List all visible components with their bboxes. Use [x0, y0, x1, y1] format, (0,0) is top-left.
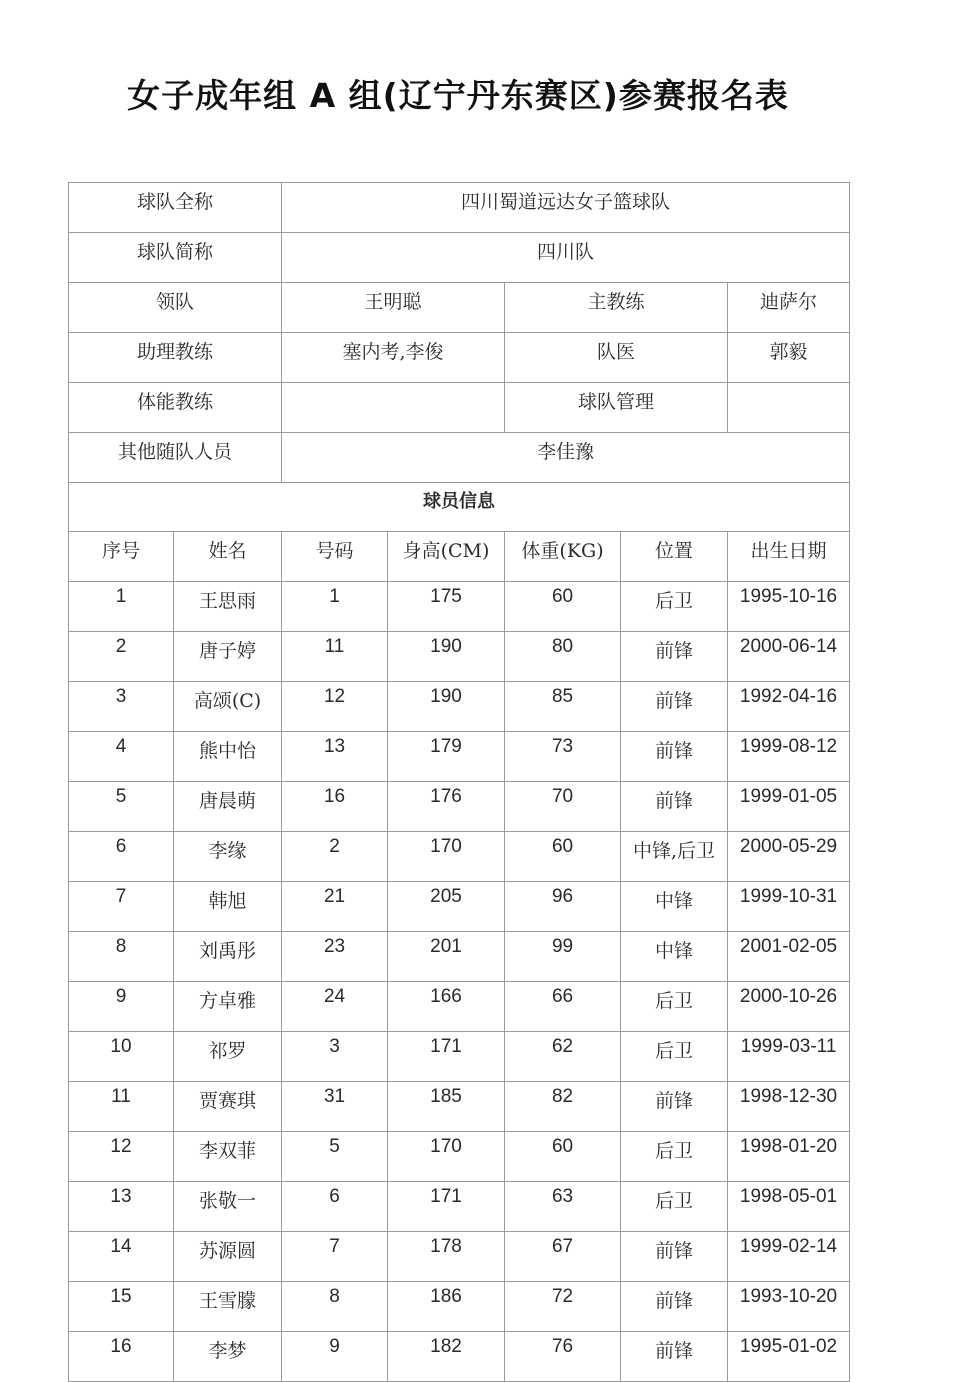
table-row: [69, 632, 850, 682]
player-position: 后卫: [621, 1182, 728, 1232]
table-row: [69, 882, 850, 932]
player-weight: 60: [505, 832, 621, 882]
player-height: 170: [388, 1132, 505, 1182]
player-birthdate: 2001-02-05: [728, 932, 850, 982]
team-short-name-label: 球队简称: [69, 233, 282, 283]
player-number: 1: [282, 582, 388, 632]
player-weight: 82: [505, 1082, 621, 1132]
team-full-name-value: 四川蜀道远达女子篮球队: [282, 183, 850, 233]
player-birthdate: 1999-10-31: [728, 882, 850, 932]
players-section-heading: 球员信息: [69, 483, 850, 532]
player-height: 170: [388, 832, 505, 882]
player-birthdate: 1999-02-14: [728, 1232, 850, 1282]
table-row: [69, 1332, 850, 1382]
player-height: 190: [388, 682, 505, 732]
column-header: 姓名: [174, 532, 282, 582]
registration-table: [68, 182, 850, 1382]
assistant-coach-row: [69, 333, 850, 383]
table-row: [69, 1182, 850, 1232]
player-weight: 72: [505, 1282, 621, 1332]
assistant-coach-value: 塞内考,李俊: [282, 333, 505, 383]
table-row: [69, 1282, 850, 1332]
other-staff-row: [69, 433, 850, 483]
table-row: [69, 932, 850, 982]
players-header-row: [69, 532, 850, 582]
player-name: 贾赛琪: [174, 1082, 282, 1132]
leader-label: 领队: [69, 283, 282, 333]
table-row: [69, 732, 850, 782]
player-index: 5: [69, 782, 174, 832]
player-name: 韩旭: [174, 882, 282, 932]
player-number: 6: [282, 1182, 388, 1232]
player-number: 5: [282, 1132, 388, 1182]
column-header: 位置: [621, 532, 728, 582]
table-row: [69, 782, 850, 832]
head-coach-label: 主教练: [505, 283, 728, 333]
leader-row: [69, 283, 850, 333]
player-name: 方卓雅: [174, 982, 282, 1032]
table-row: [69, 1232, 850, 1282]
player-name: 李缘: [174, 832, 282, 882]
player-index: 11: [69, 1082, 174, 1132]
player-height: 176: [388, 782, 505, 832]
player-height: 185: [388, 1082, 505, 1132]
player-position: 前锋: [621, 1082, 728, 1132]
player-index: 16: [69, 1332, 174, 1382]
table-row: [69, 1032, 850, 1082]
player-index: 12: [69, 1132, 174, 1182]
table-row: [69, 1082, 850, 1132]
player-weight: 66: [505, 982, 621, 1032]
player-birthdate: 1998-05-01: [728, 1182, 850, 1232]
players-section-row: [69, 483, 850, 532]
column-header: 序号: [69, 532, 174, 582]
player-position: 后卫: [621, 982, 728, 1032]
player-number: 7: [282, 1232, 388, 1282]
fitness-coach-value: [282, 383, 505, 433]
player-name: 王雪朦: [174, 1282, 282, 1332]
player-birthdate: 1999-01-05: [728, 782, 850, 832]
player-weight: 96: [505, 882, 621, 932]
player-index: 7: [69, 882, 174, 932]
player-weight: 73: [505, 732, 621, 782]
player-number: 21: [282, 882, 388, 932]
player-birthdate: 1999-03-11: [728, 1032, 850, 1082]
player-weight: 60: [505, 1132, 621, 1182]
player-name: 高颂(C): [174, 682, 282, 732]
team-doctor-value: 郭毅: [728, 333, 850, 383]
player-birthdate: 1995-10-16: [728, 582, 850, 632]
player-position: 前锋: [621, 1282, 728, 1332]
player-height: 182: [388, 1332, 505, 1382]
player-position: 前锋: [621, 632, 728, 682]
player-name: 张敬一: [174, 1182, 282, 1232]
table-row: [69, 582, 850, 632]
player-weight: 70: [505, 782, 621, 832]
player-weight: 76: [505, 1332, 621, 1382]
team-full-name-row: [69, 183, 850, 233]
player-name: 唐子婷: [174, 632, 282, 682]
player-number: 13: [282, 732, 388, 782]
player-birthdate: 2000-10-26: [728, 982, 850, 1032]
head-coach-value: 迪萨尔: [728, 283, 850, 333]
player-birthdate: 1992-04-16: [728, 682, 850, 732]
player-name: 唐晨萌: [174, 782, 282, 832]
player-number: 12: [282, 682, 388, 732]
player-weight: 99: [505, 932, 621, 982]
team-short-name-value: 四川队: [282, 233, 850, 283]
player-weight: 63: [505, 1182, 621, 1232]
player-height: 171: [388, 1032, 505, 1082]
player-position: 前锋: [621, 782, 728, 832]
player-name: 王思雨: [174, 582, 282, 632]
player-position: 前锋: [621, 682, 728, 732]
page-title: 女子成年组 A 组(辽宁丹东赛区)参赛报名表: [127, 76, 789, 115]
other-staff-value: 李佳豫: [282, 433, 850, 483]
player-index: 10: [69, 1032, 174, 1082]
team-doctor-label: 队医: [505, 333, 728, 383]
player-position: 中锋: [621, 882, 728, 932]
player-position: 中锋: [621, 932, 728, 982]
player-position: 前锋: [621, 1232, 728, 1282]
column-header: 身高(CM): [388, 532, 505, 582]
player-birthdate: 1999-08-12: [728, 732, 850, 782]
player-weight: 80: [505, 632, 621, 682]
team-manager-label: 球队管理: [505, 383, 728, 433]
player-position: 后卫: [621, 1132, 728, 1182]
player-height: 186: [388, 1282, 505, 1332]
column-header: 出生日期: [728, 532, 850, 582]
table-row: [69, 1132, 850, 1182]
player-number: 24: [282, 982, 388, 1032]
player-index: 15: [69, 1282, 174, 1332]
table-row: [69, 682, 850, 732]
player-number: 9: [282, 1332, 388, 1382]
player-number: 16: [282, 782, 388, 832]
player-height: 179: [388, 732, 505, 782]
other-staff-label: 其他随队人员: [69, 433, 282, 483]
column-header: 体重(KG): [505, 532, 621, 582]
assistant-coach-label: 助理教练: [69, 333, 282, 383]
player-birthdate: 1998-01-20: [728, 1132, 850, 1182]
player-birthdate: 1995-01-02: [728, 1332, 850, 1382]
player-position: 前锋: [621, 1332, 728, 1382]
player-index: 9: [69, 982, 174, 1032]
player-index: 14: [69, 1232, 174, 1282]
table-row: [69, 832, 850, 882]
player-name: 熊中怡: [174, 732, 282, 782]
player-height: 205: [388, 882, 505, 932]
player-number: 8: [282, 1282, 388, 1332]
player-number: 2: [282, 832, 388, 882]
player-index: 13: [69, 1182, 174, 1232]
player-weight: 62: [505, 1032, 621, 1082]
player-height: 175: [388, 582, 505, 632]
player-position: 后卫: [621, 1032, 728, 1082]
player-height: 201: [388, 932, 505, 982]
player-height: 190: [388, 632, 505, 682]
player-number: 11: [282, 632, 388, 682]
player-index: 2: [69, 632, 174, 682]
player-height: 166: [388, 982, 505, 1032]
leader-value: 王明聪: [282, 283, 505, 333]
player-birthdate: 1993-10-20: [728, 1282, 850, 1332]
player-index: 8: [69, 932, 174, 982]
player-name: 祁罗: [174, 1032, 282, 1082]
table-row: [69, 982, 850, 1032]
team-full-name-label: 球队全称: [69, 183, 282, 233]
fitness-coach-label: 体能教练: [69, 383, 282, 433]
player-birthdate: 2000-06-14: [728, 632, 850, 682]
player-position: 后卫: [621, 582, 728, 632]
player-index: 3: [69, 682, 174, 732]
player-index: 6: [69, 832, 174, 882]
player-weight: 60: [505, 582, 621, 632]
player-index: 1: [69, 582, 174, 632]
player-position: 前锋: [621, 732, 728, 782]
column-header: 号码: [282, 532, 388, 582]
team-short-name-row: [69, 233, 850, 283]
player-number: 3: [282, 1032, 388, 1082]
fitness-coach-row: [69, 383, 850, 433]
team-manager-value: [728, 383, 850, 433]
player-number: 31: [282, 1082, 388, 1132]
player-name: 李双菲: [174, 1132, 282, 1182]
player-birthdate: 1998-12-30: [728, 1082, 850, 1132]
player-name: 李梦: [174, 1332, 282, 1382]
player-name: 刘禹彤: [174, 932, 282, 982]
player-height: 178: [388, 1232, 505, 1282]
player-birthdate: 2000-05-29: [728, 832, 850, 882]
player-position: 中锋,后卫: [621, 832, 728, 882]
player-index: 4: [69, 732, 174, 782]
player-number: 23: [282, 932, 388, 982]
player-name: 苏源圆: [174, 1232, 282, 1282]
player-height: 171: [388, 1182, 505, 1232]
player-weight: 67: [505, 1232, 621, 1282]
player-weight: 85: [505, 682, 621, 732]
